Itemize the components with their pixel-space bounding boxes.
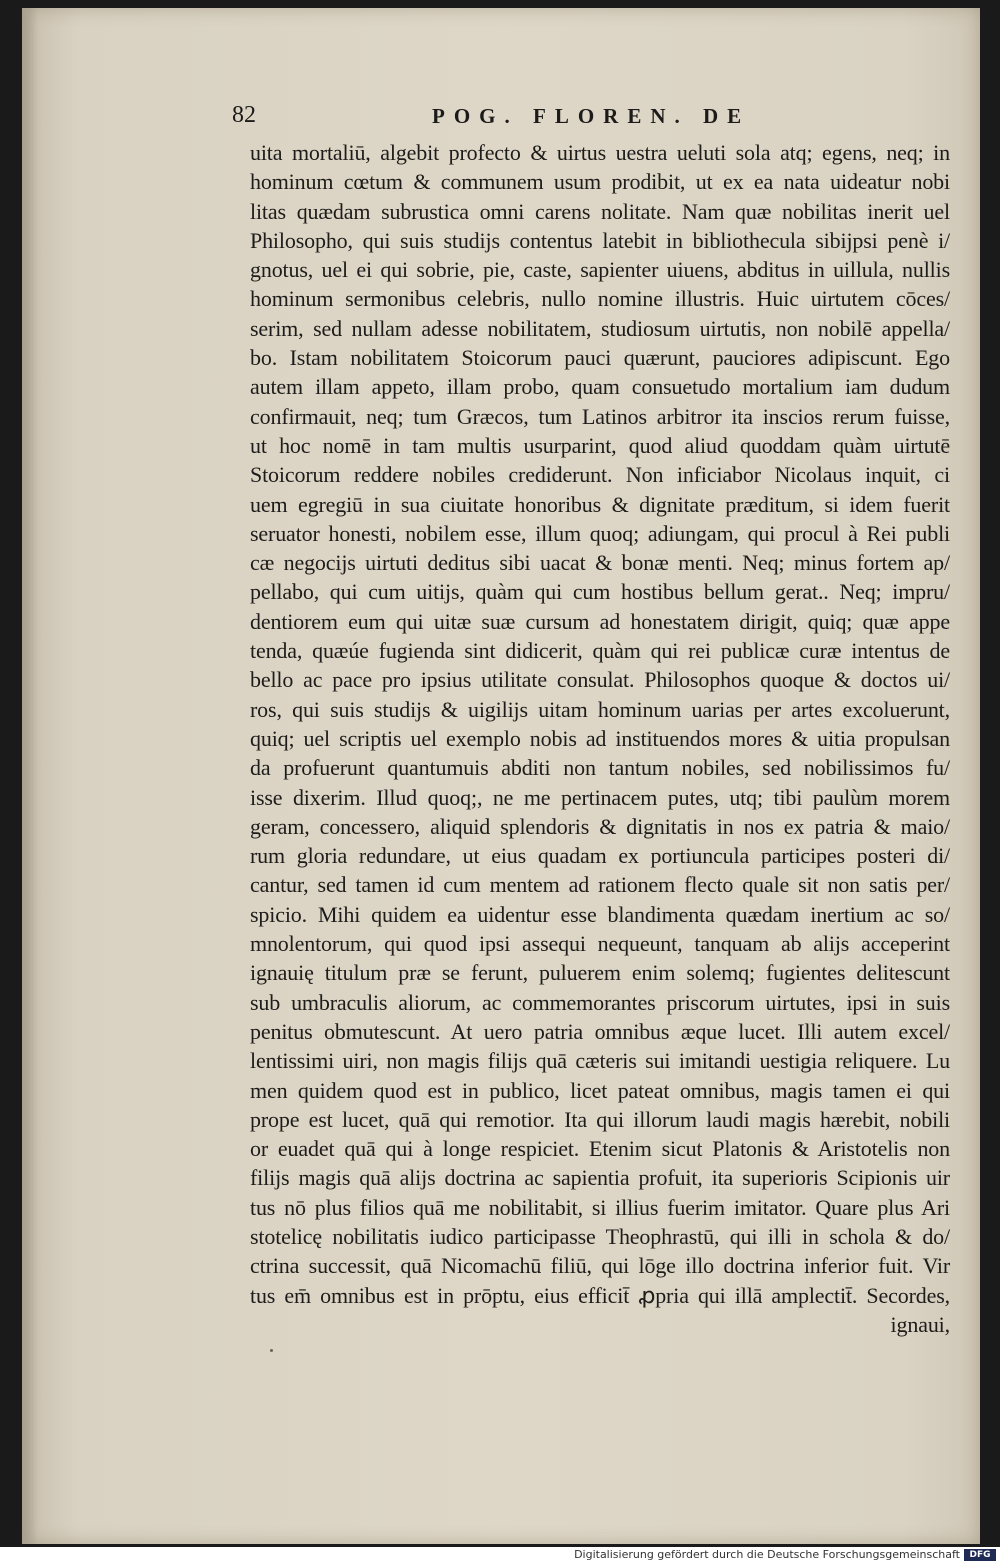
- text-line: hominum sermonibus celebris, nullo nomine illustris. Huic uirtutem cōces/: [250, 286, 950, 312]
- text-line: autem illam appeto, illam probo, quam consuetudo mortalium iam dudum: [250, 374, 950, 400]
- text-line: cantur, sed tamen id cum mentem ad rationem flecto quale sit non satis per/: [250, 872, 950, 898]
- text-line: penitus obmutescunt. At uero patria omnibus æque lucet. Illi autem excel/: [250, 1018, 950, 1044]
- text-line: Stoicorum reddere nobiles crediderunt. Non inficiabor Nicolaus inquit, ci: [250, 462, 950, 488]
- text-line: prope est lucet, quā qui remotior. Ita qui illorum laudi magis hærebit, nobili: [250, 1106, 950, 1132]
- text-line: tus nō plus filios quā me nobilitabit, si illius fuerim imitator. Quare plus Ari: [250, 1194, 950, 1220]
- text-line: cæ negocijs uirtuti deditus sibi uacat & bonæ menti. Neq; minus fortem ap/: [250, 550, 950, 576]
- text-line: confirmauit, neq; tum Græcos, tum Latinos arbitror ita inscios rerum fuisse,: [250, 403, 950, 429]
- text-line: men quidem quod est in publico, licet pateat omnibus, magis tamen ei qui: [250, 1077, 950, 1103]
- body-text: [250, 138, 950, 1339]
- text-line: sub umbraculis aliorum, ac commemorantes priscorum uirtutes, ipsi in suis: [250, 989, 950, 1015]
- text-line: or euadet quā qui à longe respiciet. Etenim sicut Platonis & Aristotelis non: [250, 1136, 950, 1162]
- text-line: da profuerunt quantumuis abditi non tantum nobiles, sed nobilissimos fu/: [250, 755, 950, 781]
- text-line: serim, sed nullam adesse nobilitatem, studiosum uirtutis, non nobilē appella/: [250, 315, 950, 341]
- dfg-logo-icon: DFG: [964, 1549, 996, 1561]
- text-line: geram, concessero, aliquid splendoris & dignitatis in nos ex patria & maio/: [250, 813, 950, 839]
- text-line: quiq; uel scriptis uel exemplo nobis ad instituendos mores & uitia propulsan: [250, 725, 950, 751]
- text-line: seruator honesti, nobilem esse, illum quoq; adiungam, qui procul à Rei publi: [250, 520, 950, 546]
- page-header: [232, 102, 952, 132]
- text-line: dentiorem eum qui uitæ suæ cursum ad honestatem dirigit, quiq; quæ appe: [250, 608, 950, 634]
- text-line: isse dixerim. Illud quoq;, ne me pertinacem putes, utq; tibi paulùm morem: [250, 784, 950, 810]
- text-line: ros, qui suis studijs & uigilijs uitam hominum uarias per artes excoluerunt,: [250, 696, 950, 722]
- text-line: uita mortaliū, algebit profecto & uirtus uestra ueluti sola atq; egens, neq; in: [250, 140, 950, 165]
- text-line: gnotus, uel ei qui sobrie, pie, caste, sapienter uiuens, abditus in uillula, nullis: [250, 257, 950, 283]
- funding-credit: Digitalisierung gefördert durch die Deutsche Forschungsgemeinschaft: [574, 1548, 960, 1561]
- text-line: filijs magis quā alijs doctrina ac sapientia profuit, ita superioris Scipionis uir: [250, 1165, 950, 1191]
- footer-bar: [0, 1547, 1000, 1564]
- text-line: bello ac pace pro ipsius utilitate consulat. Philosophos quoque & doctos ui/: [250, 667, 950, 693]
- text-line: ignauię titulum præ se ferunt, puluerem enim solemq; fugientes delitescunt: [250, 960, 950, 986]
- text-line: stotelicę nobilitatis iudico participasse Theophrastū, qui illi in schola & do/: [250, 1223, 950, 1249]
- page-number: 82: [232, 102, 256, 128]
- text-line: tus em̄ omnibus est in prōptu, eius efficit̄ ꝓpria qui illā amplectit̄. Secordes,: [250, 1282, 950, 1308]
- text-line: ctrina successit, quā Nicomachū filiū, qui lōge illo doctrina inferior fuit. Vir: [250, 1253, 950, 1279]
- ink-speck: [270, 1349, 273, 1352]
- text-line: spicio. Mihi quidem ea uidentur esse blandimenta quædam inertium ac so/: [250, 901, 950, 927]
- running-head: POG. FLOREN. DE: [432, 104, 751, 128]
- text-line: litas quædam subrustica omni carens nolitate. Nam quæ nobilitas inerit uel: [250, 198, 950, 224]
- text-line: pellabo, qui cum uitijs, quàm qui cum hostibus bellum gerat.. Neq; impru/: [250, 579, 950, 605]
- text-line: hominum cœtum & communem usum prodibit, ut ex ea nata uideatur nobi: [250, 169, 950, 195]
- text-line: ut hoc nomē in tam multis usurparint, quod aliud quoddam quàm uirtutē: [250, 432, 950, 458]
- text-line: mnolentorum, qui quod ipsi assequi nequeunt, tanquam ab alijs acceperint: [250, 931, 950, 957]
- text-line: Philosopho, qui suis studijs contentus latebit in bibliothecula sibijpsi penè i/: [250, 227, 950, 253]
- text-line: lentissimi uiri, non magis filijs quā cæteris sui imitandi uestigia reliquere. Lu: [250, 1048, 950, 1074]
- page-gutter-shadow: [22, 8, 38, 1544]
- text-line: ignaui,: [890, 1311, 950, 1337]
- text-line: uem egregiū in sua ciuitate honoribus & dignitate præditum, si idem fuerit: [250, 491, 950, 517]
- text-line: bo. Istam nobilitatem Stoicorum pauci quærunt, pauciores adipiscunt. Ego: [250, 345, 950, 371]
- text-line: rum gloria redundare, ut eius quadam ex portiuncula participes posteri di/: [250, 843, 950, 869]
- text-line: tenda, quæúe fugienda sint didicerit, quàm qui rei publicæ curæ intentus de: [250, 638, 950, 664]
